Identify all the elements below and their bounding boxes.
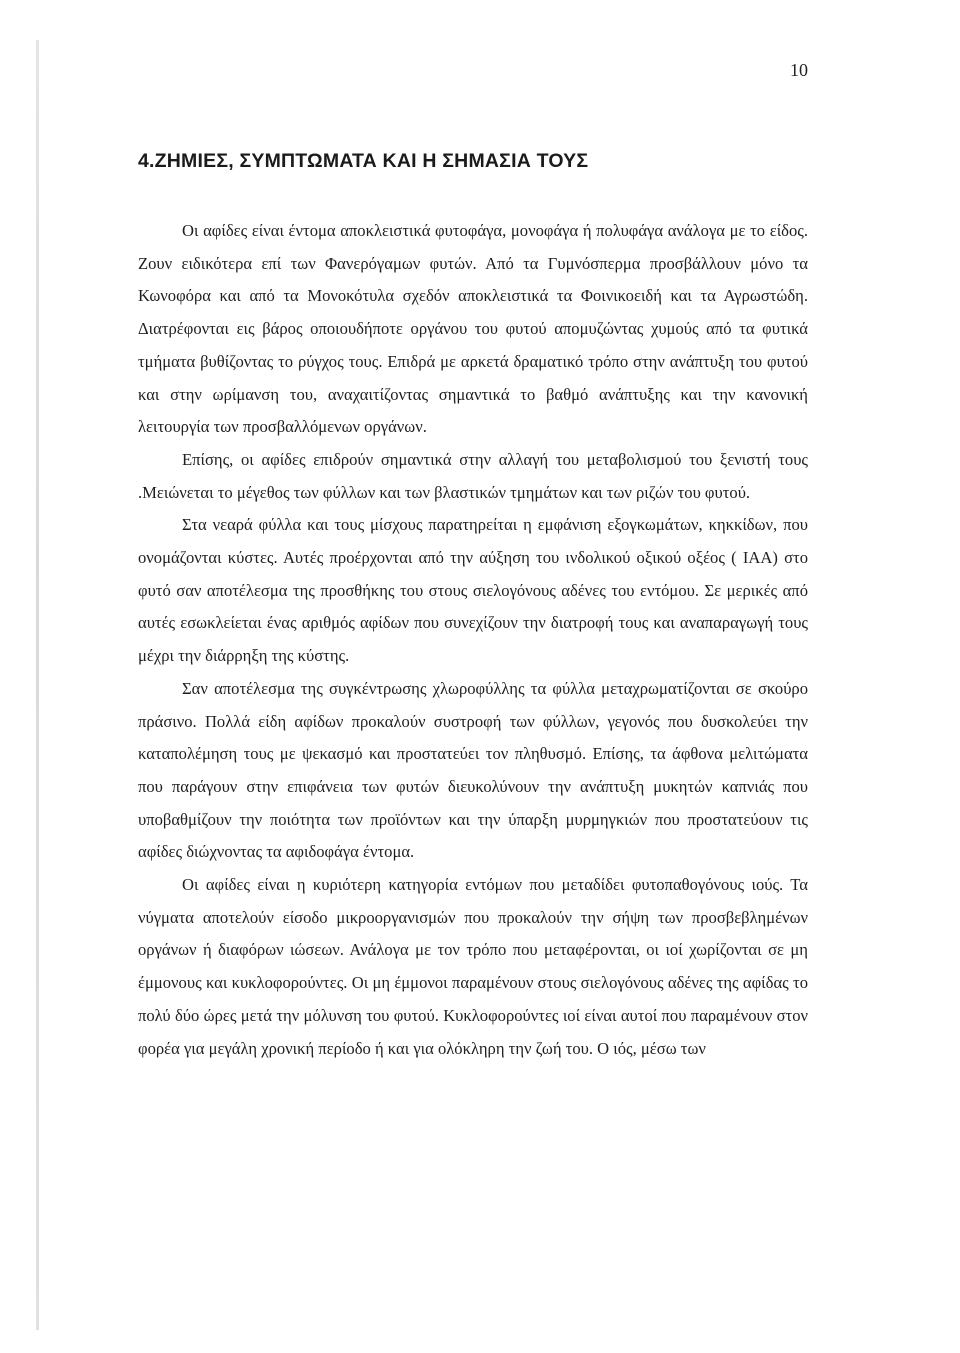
- paragraph-5: Οι αφίδες είναι η κυριότερη κατηγορία εντόμων που μεταδίδει φυτοπαθογόνους ιούς. Τα νύγματα αποτελούν είσοδο μικροοργανισμών που προκαλούν την σήψη των προσβεβλημένων οργάνων ή διαφόρων ιώσεων. Ανάλογα με τον τρόπο που μεταφέρονται, οι ιοί χωρίζονται σε μη έμμονους και κυκλοφορούντες. Οι μη έμμονοι παραμένουν στους σιελογόνους αδένες της αφίδας το πολύ δύο ώρες μετά την μόλυνση του φυτού. Κυκλοφορούντες ιοί είναι αυτοί που παραμένουν στον φορέα για μεγάλη χρονική περίοδο ή και για ολόκληρη την ζωή του. Ο ιός, μέσω των: [138, 875, 808, 1058]
- body-text: [138, 215, 808, 1065]
- paragraph-2: Επίσης, οι αφίδες επιδρούν σημαντικά στην αλλαγή του μεταβολισμού του ξενιστή τους .Μειώνεται το μέγεθος των φύλλων και των βλαστικών τμημάτων και των ριζών του φυτού.: [138, 449, 808, 502]
- page-number: 10: [790, 60, 808, 80]
- scan-binding-shadow: [36, 40, 39, 1330]
- section-heading: 4.ΖΗΜΙΕΣ, ΣΥΜΠΤΩΜΑΤΑ ΚΑΙ Η ΣΗΜΑΣΙΑ ΤΟΥΣ: [138, 150, 589, 172]
- paragraph-1: Οι αφίδες είναι έντομα αποκλειστικά φυτοφάγα, μονοφάγα ή πολυφάγα ανάλογα με το είδος. Ζουν ειδικότερα επί των Φανερόγαμων φυτών. Από τα Γυμνόσπερμα προσβάλλουν μόνο τα Κωνοφόρα και από τα Μονοκότυλα σχεδόν αποκλειστικά τα Φοινικοειδή και τα Αγρωστώδη. Διατρέφονται εις βάρος οποιουδήποτε οργάνου του φυτού απομυζώντας χυμούς από τα φυτικά τμήματα βυθίζοντας το ρύγχος τους. Επιδρά με αρκετά δραματικό τρόπο στην ανάπτυξη του φυτού και στην ωρίμανση του, αναχαιτίζοντας σημαντικά το βαθμό ανάπτυξης και την κανονική λειτουργία των προσβαλλόμενων οργάνων.: [138, 221, 808, 437]
- paragraph-3: Στα νεαρά φύλλα και τους μίσχους παρατηρείται η εμφάνιση εξογκωμάτων, κηκκίδων, που ονομάζονται κύστες. Αυτές προέρχονται από την αύξηση του ινδολικού οξικού οξέος ( IAA) στο φυτό σαν αποτέλεσμα της προσθήκης του στους σιελογόνους αδένες του εντόμου. Σε μερικές από αυτές εσωκλείεται ένας αριθμός αφίδων που συνεχίζουν την διατροφή τους και αναπαραγωγή τους μέχρι την διάρρηξη της κύστης.: [138, 515, 808, 666]
- paragraph-4: Σαν αποτέλεσμα της συγκέντρωσης χλωροφύλλης τα φύλλα μεταχρωματίζονται σε σκούρο πράσινο. Πολλά είδη αφίδων προκαλούν συστροφή των φύλλων, γεγονός που δυσκολεύει την καταπολέμηση τους με ψεκασμό και προστατεύει τον πληθυσμό. Επίσης, τα άφθονα μελιτώματα που παράγουν στην επιφάνεια των φυτών διευκολύνουν την ανάπτυξη μυκητών καπνιάς που υποβαθμίζουν την ποιότητα των προϊόντων και την ύπαρξη μυρμηγκιών που προστατεύουν τις αφίδες διώχνοντας τα αφιδοφάγα έντομα.: [138, 678, 808, 862]
